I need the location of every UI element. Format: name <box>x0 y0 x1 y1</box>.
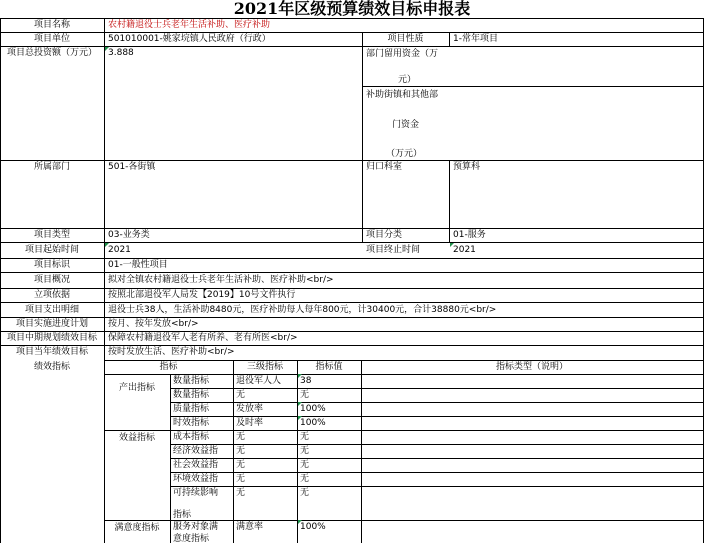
value-department: 501-各街镇 <box>108 162 156 172</box>
indicator-level3: 无 <box>236 460 246 470</box>
label-basis: 立项依据 <box>33 290 70 300</box>
indicator-level2: 时效指标 <box>173 418 210 428</box>
header-indicator: 指标 <box>159 362 178 372</box>
indicator-level3: 无 <box>236 446 246 456</box>
indicator-level2: 社会效益指 <box>173 460 219 470</box>
label-project-mark: 项目标识 <box>33 260 70 270</box>
value-project-nature: 1-常年项目 <box>453 34 498 44</box>
label-expense: 项目支出明细 <box>24 305 79 315</box>
label-schedule: 项目实施进度计划 <box>15 319 88 329</box>
indicator-level1: 产出指标 <box>118 383 155 393</box>
label-subsidy-unit: （万元） <box>386 149 423 159</box>
indicator-value: 无 <box>300 460 310 470</box>
label-indicators: 绩效指标 <box>33 362 70 372</box>
indicator-level3: 无 <box>236 488 246 498</box>
label-start-time: 项目起始时间 <box>24 245 79 255</box>
label-overview: 项目概况 <box>33 275 70 285</box>
value-schedule: 按月、按年发放<br/> <box>108 319 199 329</box>
indicator-level3: 满意率 <box>236 522 264 532</box>
value-basis: 按照北部退役军人局发【2019】10号文件执行 <box>108 290 296 300</box>
label-dept-funds-unit: 元） <box>398 75 417 85</box>
indicator-level2: 环境效益指 <box>173 474 219 484</box>
indicator-value: 100% <box>300 522 326 532</box>
indicator-level2: 可持续影响 <box>173 488 219 498</box>
indicator-level2: 成本指标 <box>173 432 210 442</box>
indicator-level3: 退役军人人 <box>236 376 282 386</box>
indicator-level2: 数量指标 <box>173 376 210 386</box>
header-level3: 三级指标 <box>246 362 283 372</box>
header-type-note: 指标类型（说明） <box>495 362 568 372</box>
indicator-level1: 满意度指标 <box>114 523 160 533</box>
indicator-level3: 无 <box>236 390 246 400</box>
label-project-nature: 项目性质 <box>387 34 424 44</box>
value-project-type: 03-业务类 <box>108 230 150 240</box>
indicator-level2: 经济效益指 <box>173 446 219 456</box>
value-project-category: 01-服务 <box>453 230 486 240</box>
indicator-level2: 服务对象满 <box>173 522 219 532</box>
indicator-value: 无 <box>300 446 310 456</box>
value-total-investment: 3.888 <box>108 48 134 58</box>
header-value: 指标值 <box>315 362 343 372</box>
label-department: 所属部门 <box>33 162 70 172</box>
label-year-goal: 项目当年绩效目标 <box>15 347 88 357</box>
indicator-value: 无 <box>300 390 310 400</box>
indicator-value: 100% <box>300 404 326 414</box>
indicator-level2: 数量指标 <box>173 390 210 400</box>
value-start-time: 2021 <box>108 245 131 255</box>
value-office: 预算科 <box>453 162 481 172</box>
indicator-level2: 指标 <box>173 510 192 520</box>
value-project-name: 农村籍退役士兵老年生活补助、医疗补助 <box>108 20 271 30</box>
indicator-level3: 无 <box>236 432 246 442</box>
indicator-value: 无 <box>300 474 310 484</box>
label-office: 归口科室 <box>366 162 403 172</box>
indicator-value: 无 <box>300 432 310 442</box>
label-project-name: 项目名称 <box>33 20 70 30</box>
label-project-type: 项目类型 <box>33 230 70 240</box>
indicator-value: 100% <box>300 418 326 428</box>
label-end-time: 项目终止时间 <box>366 245 421 255</box>
label-project-category: 项目分类 <box>366 230 403 240</box>
label-mid-goal: 项目中期规划绩效目标 <box>6 333 97 343</box>
value-project-mark: 01-一般性项目 <box>108 260 168 270</box>
label-dept-funds: 部门留用资金（万 <box>366 49 439 59</box>
indicator-value: 38 <box>300 376 312 386</box>
indicator-level1: 效益指标 <box>118 433 155 443</box>
indicator-level3: 及时率 <box>236 418 264 428</box>
indicator-value: 无 <box>300 488 310 498</box>
indicator-level2: 意度指标 <box>173 534 210 544</box>
label-subsidy-2: 门资金 <box>392 120 420 130</box>
value-overview: 拟对全镇农村籍退役士兵老年生活补助、医疗补助<br/> <box>108 275 334 285</box>
value-end-time: 2021 <box>453 245 476 255</box>
label-total-investment: 项目总投资额（万元） <box>6 48 97 58</box>
label-project-unit: 项目单位 <box>33 34 70 44</box>
value-mid-goal: 保障农村籍退役军人老有所养、老有所医<br/> <box>108 333 298 343</box>
indicator-level3: 无 <box>236 474 246 484</box>
indicator-level2: 质量指标 <box>173 404 210 414</box>
value-expense: 退役士兵38人，生活补助8480元，医疗补助每人每年800元，计30400元，合计38880元<br/> <box>108 305 497 315</box>
value-project-unit: 501010001-姚家垸镇人民政府（行政） <box>108 34 271 44</box>
label-subsidy: 补助街镇和其他部 <box>366 90 439 100</box>
value-year-goal: 按时发放生活、医疗补助<br/> <box>108 347 235 357</box>
indicator-level3: 发放率 <box>236 404 264 414</box>
page-title: 2021年区级预算绩效目标申报表 <box>233 0 471 18</box>
